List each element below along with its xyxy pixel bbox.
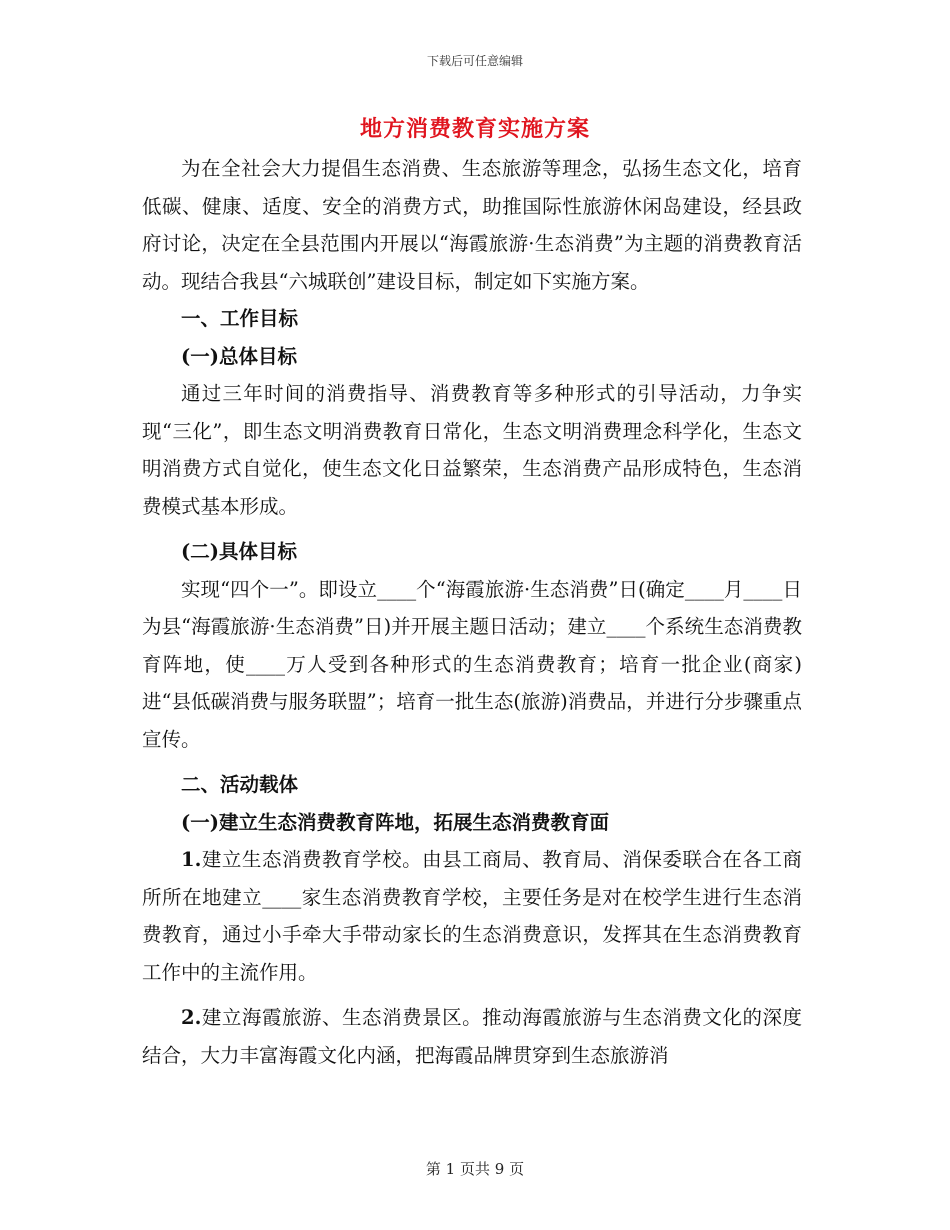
subsection-heading-overall-goal: (一)总体目标 [181,344,297,368]
page-indicator: 第 1 页共 9 页 [425,1160,525,1178]
list-item [142,841,802,991]
overall-goal-paragraph: 通过三年时间的消费指导、消费教育等多种形式的引导活动，力争实现“三化”，即生态文明消费教育日常化，生态文明消费理念科学化，生态文明消费方式自觉化，使生态文化日益繁荣，生态消费产品形成特色，生态消费模式基本形成。 [142,382,802,518]
item-text: 建立生态消费教育学校。由县工商局、教育局、消保委联合在各工商所所在地建立____家生态消费教育学校，主要任务是对在校学生进行生态消费教育，通过小手牵大手带动家长的生态消费意识，发挥其在生态消费教育工作中的主流作用。 [142,848,802,984]
header-note: 下载后可任意编辑 [426,54,523,68]
subsection-heading-specific-goal: (二)具体目标 [181,540,297,563]
item-text: 建立海霞旅游、生态消费景区。推动海霞旅游与生态消费文化的深度结合，大力丰富海霞文化内涵，把海霞品牌贯穿到生态旅游消 [142,1006,802,1067]
intro-paragraph: 为在全社会大力提倡生态消费、生态旅游等理念，弘扬生态文化，培育低碳、健康、适度、安全的消费方式，助推国际性旅游休闲岛建设，经县政府讨论，决定在全县范围内开展以“海霞旅游·生态消费”为主题的消费教育活动。现结合我县“六城联创”建设目标，制定如下实施方案。 [142,157,802,293]
document-body [142,150,802,1074]
section-heading-work-goals: 一、工作目标 [181,307,299,330]
item-number: 1. [181,848,202,871]
item-number: 2. [181,1006,202,1029]
list-item [142,999,802,1074]
page-title: 地方消费教育实施方案 [359,116,590,142]
specific-goal-paragraph: 实现“四个一”。即设立____个“海霞旅游·生态消费”日(确定____月____日为县“海霞旅游·生态消费”日)并开展主题日活动；建立____个系统生态消费教育阵地，使____万人受到各种形式的生态消费教育；培育一批企业(商家)进“县低碳消费与服务联盟”；培育一批生态(旅游)消费品，并进行分步骤重点宣传。 [142,577,802,751]
subsection-heading-education-bases: (一)建立生态消费教育阵地，拓展生态消费教育面 [181,810,609,834]
section-heading-activity-carriers: 二、活动载体 [181,773,299,796]
